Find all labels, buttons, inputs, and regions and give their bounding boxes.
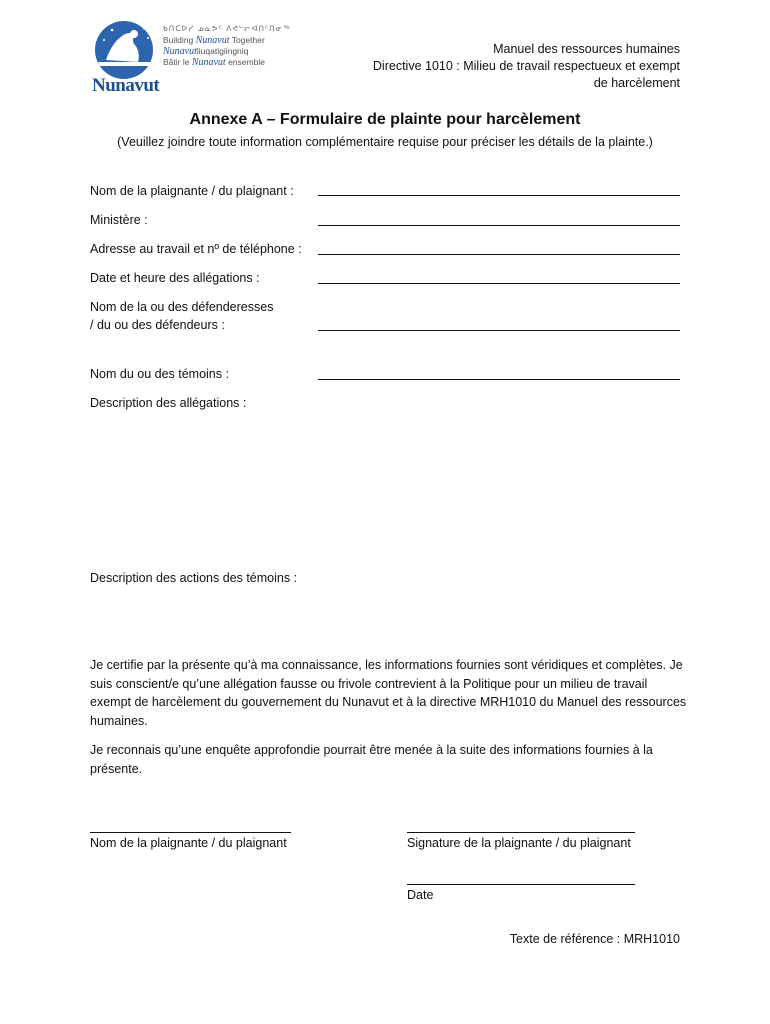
name-signature-label: Nom de la plaignante / du plaignant	[90, 836, 287, 850]
ministry-label: Ministère :	[90, 213, 148, 227]
header-line-2: Directive 1010 : Milieu de travail respectueux et exempt	[372, 59, 680, 73]
acknowledgement-paragraph: Je reconnais qu’une enquête approfondie pourrait être menée à la suite des informations fournies à la présente.	[90, 743, 653, 776]
certification-paragraph: Je certifie par la présente qu’à ma connaissance, les informations fournies sont véridiques et complètes. Je suis conscient/e qu’une allégation fausse ou frivole contrevient à la Politique pour un milieu de travail exempt de harcèlement du gouvernement du Nunavut et à la directive MRH1010 du Manuel des ressources humaines.	[90, 658, 687, 728]
respondents-label-line-1: Nom de la ou des défenderesses	[90, 300, 274, 314]
logo-syllabics: ᑲᑎᑕᐅᓯ ᓄᓇᕗᑦ ᐱᕙᓪᓕᐊᑎᑦᑎᓂᖅ	[163, 24, 291, 33]
document-header	[373, 41, 680, 92]
name-signature-line[interactable]	[90, 832, 291, 833]
address-field[interactable]	[318, 254, 680, 255]
reference-text: Texte de référence : MRH1010	[509, 932, 680, 946]
date-field[interactable]	[318, 283, 680, 284]
signature-label: Signature de la plaignante / du plaignant	[407, 836, 631, 850]
ministry-field[interactable]	[318, 225, 680, 226]
address-label: Adresse au travail et nº de téléphone :	[90, 242, 302, 256]
witness-actions-label: Description des actions des témoins :	[90, 571, 298, 585]
date-signature-label: Date	[407, 888, 434, 902]
allegations-label: Description des allégations :	[90, 396, 247, 410]
witnesses-field[interactable]	[318, 379, 680, 380]
page-title: Annexe A – Formulaire de plainte pour harcèlement	[189, 111, 581, 128]
logo-wordmark: Nunavut	[92, 75, 160, 96]
date-signature-line[interactable]	[407, 884, 635, 885]
nunavut-emblem-icon	[92, 18, 162, 80]
respondents-field[interactable]	[318, 330, 680, 331]
complainant-label: Nom de la plaignante / du plaignant :	[90, 184, 294, 198]
header-line-3: de harcèlement	[593, 76, 680, 90]
signature-line[interactable]	[407, 832, 635, 833]
header-line-1: Manuel des ressources humaines	[493, 42, 680, 56]
page-subtitle: (Veuillez joindre toute information complémentaire requise pour préciser les détails de la plainte.)	[117, 135, 653, 149]
complainant-field[interactable]	[318, 195, 680, 196]
date-label: Date et heure des allégations :	[90, 271, 260, 285]
logo-tagline-french: Bâtir le Nunavut ensemble	[163, 57, 265, 68]
logo-tagline-english: Building Nunavut Together	[163, 35, 265, 46]
respondents-label-line-2: / du ou des défendeurs :	[90, 318, 225, 332]
witnesses-label: Nom du ou des témoins :	[90, 367, 229, 381]
logo-tagline-inuinnaqtun: Nunavutliuqatigiingniq	[163, 46, 249, 57]
nunavut-logo	[92, 18, 307, 96]
